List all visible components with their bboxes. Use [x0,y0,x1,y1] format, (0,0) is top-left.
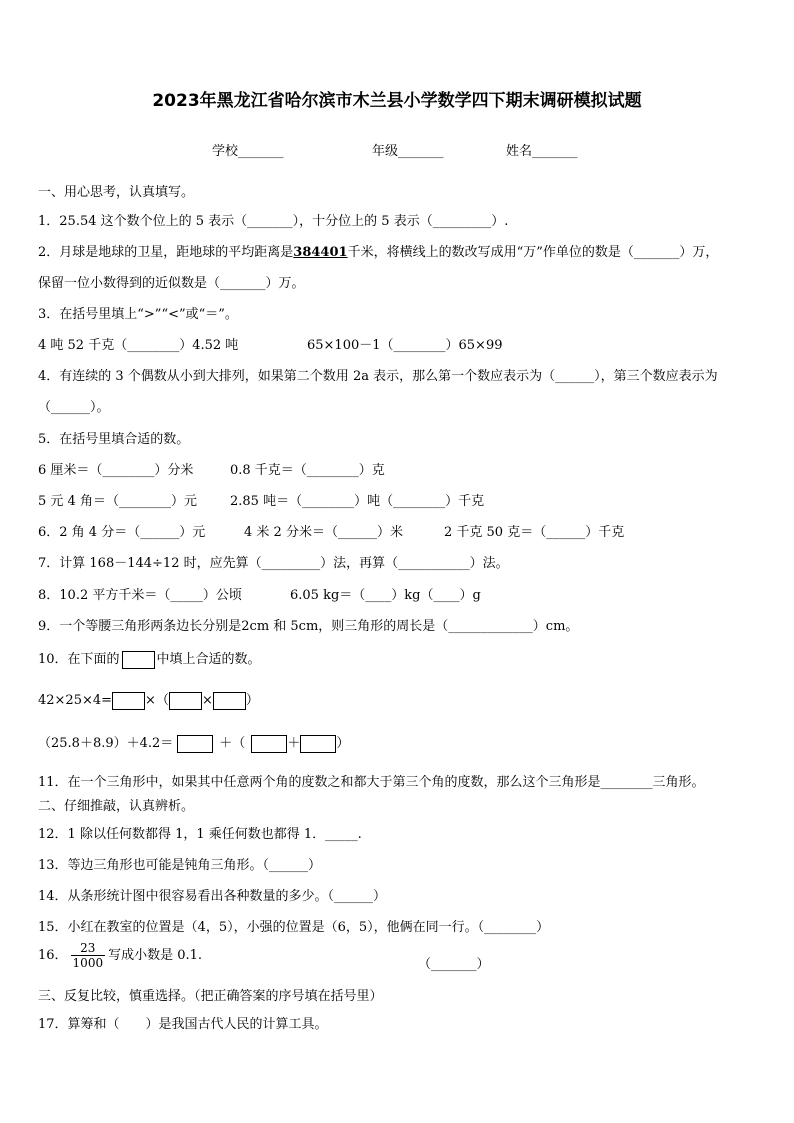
question-10-expr-b [38,732,349,753]
question-16-number: 16． [38,948,68,963]
section-1-heading: 一、用心思考，认真填写。 [38,185,195,200]
question-16-answer-blank: （_______） [418,957,490,972]
question-5-item-a1: 6 厘米＝（________）分米 [38,463,194,478]
question-9: 9．一个等腰三角形两条边长分别是2cm 和 5cm，则三角形的周长是（_____________）cm。 [38,619,579,634]
question-4-line-2: （______）。 [38,400,110,415]
question-14: 14．从条形统计图中很容易看出各种数量的多少。（______） [38,889,387,904]
question-16 [38,941,202,970]
section-3-heading: 三、反复比较，慎重选择。（把正确答案的序号填在括号里） [38,989,383,1004]
question-10b-close: ） [336,736,350,751]
question-3-item-a: 4 吨 52 千克（________）4.52 吨 [38,338,239,353]
fraction-numerator: 23 [71,941,106,956]
question-3: 3．在括号里填上“>”“<”或“＝”。 [38,307,238,322]
question-17: 17．算筹和（ ）是我国古代人民的计算工具。 [38,1017,328,1032]
answer-box-sample [122,651,155,669]
question-10a-close: ） [245,693,259,708]
question-7: 7．计算 168－144÷12 时，应先算（_________）法，再算（___________）法。 [38,556,509,571]
question-8-item-a: 8．10.2 平方千米＝（_____）公顷 [38,588,242,603]
question-10a-times: ×（ [145,693,169,708]
question-8-item-b: 6.05 kg＝（____）kg（____）g [290,588,481,603]
answer-box-10b-2[interactable] [251,735,287,753]
question-2-text-b: 千米，将横线上的数改写成用“万”作单位的数是（_______）万， [347,245,719,260]
question-3-item-b: 65×100－1（________）65×99 [307,338,503,353]
question-1: 1．25.54 这个数个位上的 5 表示（_______），十分位上的 5 表示（_________）. [38,214,509,229]
question-10b-expression: （25.8＋8.9）＋4.2＝ [38,736,174,751]
question-11: 11．在一个三角形中，如果其中任意两个角的度数之和都大于第三个角的度数，那么这个三角形是________三角形。 [38,775,705,790]
school-field: 学校_______ [212,144,284,159]
fraction-denominator: 1000 [72,956,104,970]
name-field: 姓名_______ [506,144,578,159]
question-6-item-b: 4 米 2 分米＝（______）米 [244,525,403,540]
question-4-line-1: 4．有连续的 3 个偶数从小到大排列，如果第二个数用 2a 表示，那么第一个数应表示为（______），第三个数应表示为 [38,369,718,384]
answer-box-10a-2[interactable] [169,692,202,710]
question-16-fraction [71,941,106,970]
page-title: 2023年黑龙江省哈尔滨市木兰县小学数学四下期末调研模拟试题 [152,91,642,111]
answer-box-10b-1[interactable] [177,735,213,753]
question-10a-inner-times: × [201,693,213,708]
question-6-item-c: 2 千克 50 克＝（______）千克 [444,525,625,540]
question-2-line-1 [38,241,718,260]
question-5-item-b1: 5 元 4 角＝（________）元 [38,494,197,509]
question-5: 5．在括号里填合适的数。 [38,432,190,447]
question-10b-plus: ＋（ [219,736,246,751]
section-2-heading: 二、仔细推敲，认真辨析。 [38,799,195,814]
question-15: 15．小红在教室的位置是（4，5），小强的位置是（6，5），他俩在同一行。（________） [38,920,550,935]
question-16-text: 写成小数是 0.1. [108,948,203,963]
question-10-expr-a [38,689,259,710]
question-5-item-b2: 2.85 吨＝（________）吨（________）千克 [230,494,485,509]
question-10b-inner-plus: ＋ [287,736,301,751]
question-13: 13．等边三角形也可能是钝角三角形。（______） [38,858,322,873]
question-10 [38,648,261,669]
answer-box-10b-3[interactable] [300,735,336,753]
answer-box-10a-3[interactable] [213,692,246,710]
grade-field: 年级_______ [372,144,444,159]
question-6-item-a: 6．2 角 4 分＝（______）元 [38,525,206,540]
question-2-text-a: 2．月球是地球的卫星，距地球的平均距离是 [38,245,294,260]
question-10-text-b: 中填上合适的数。 [156,652,261,667]
question-10a-expression: 42×25×4= [38,693,113,708]
question-5-item-a2: 0.8 千克＝（________）克 [230,463,385,478]
question-2-line-2: 保留一位小数得到的近似数是（_______）万。 [38,276,305,291]
question-12: 12．1 除以任何数都得 1，1 乘任何数也都得 1．_____. [38,827,362,842]
question-10-text-a: 10．在下面的 [38,652,120,667]
question-2-distance: 384401 [293,245,348,260]
answer-box-10a-1[interactable] [112,692,145,710]
